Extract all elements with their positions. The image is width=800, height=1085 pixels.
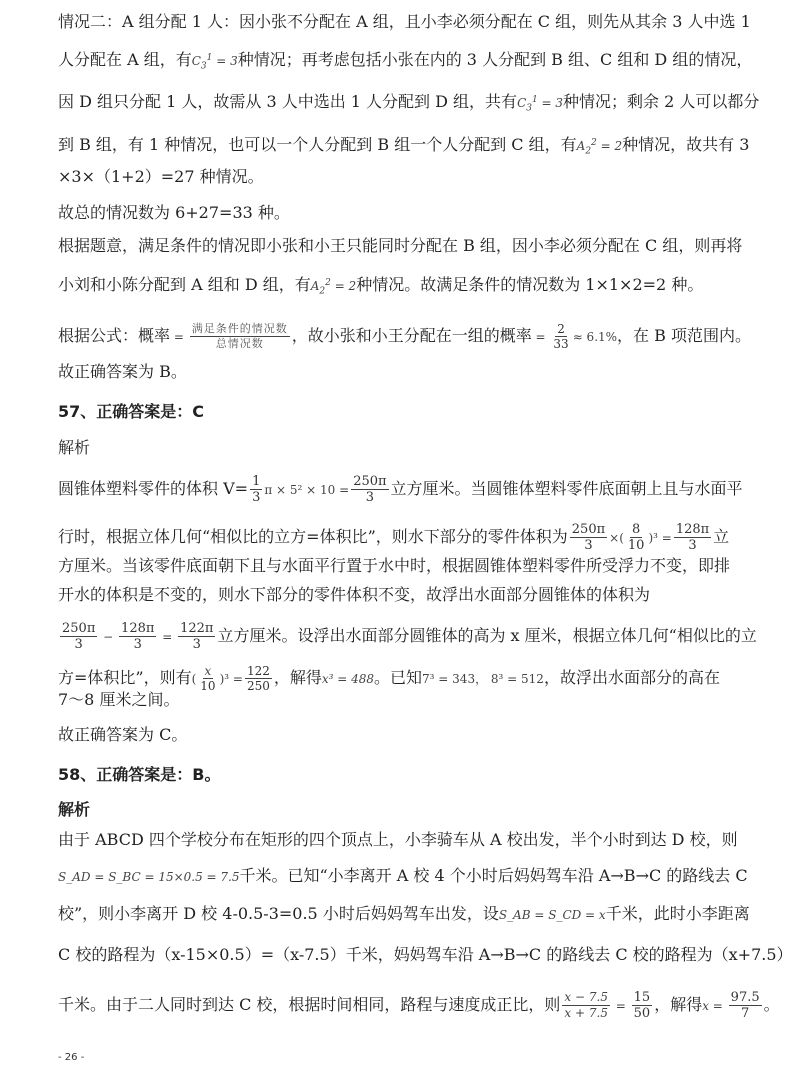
text: 由于 ABCD 四个学校分布在矩形的四个顶点上，小李骑车从 A 校出发，半个小时到达 D 校，则 (58, 830, 738, 849)
fraction: $\frac{97.5}{7}$ (730, 990, 760, 1021)
text: 行时，根据立体几何“相似比的立方=体积比”，则水下部分的零件体积为 (58, 527, 568, 546)
q57-line-5 (58, 621, 757, 652)
text: 。已知 (374, 668, 423, 687)
para-case-two-line-5 (58, 167, 748, 187)
text: ×3×（1+2）=27 种情况。 (58, 167, 264, 186)
para-total-cases (58, 203, 748, 223)
math-expression: x³ = 488 (321, 672, 375, 686)
text: 圆锥体塑料零件的体积 V= (58, 479, 249, 498)
equals-sign: = (170, 330, 188, 344)
text: ，故小张和小王分配在一组的概率 (291, 326, 532, 345)
text: 千米。由于二人同时到达 C 校，根据时间相同，路程与速度成正比，则 (58, 995, 561, 1014)
fraction: $\frac{250\pi}{3}$ (62, 621, 96, 652)
math-expression: π × 5² × 10 = (264, 483, 350, 497)
text: 因 D 组只分配 1 人，故需从 3 人中选出 1 人分配到 D 组，共有 (58, 92, 518, 111)
math-expression: ×( (609, 531, 624, 545)
equals-sign: = (531, 330, 550, 344)
math-expression: S_AD = S_BC = 15×0.5 = 7.5 (58, 870, 240, 884)
math-expression: 7³ = 343， 8³ = 512 (422, 672, 544, 686)
q58-line-5 (58, 990, 780, 1021)
q58-line-4 (58, 945, 793, 965)
q58-line-3 (58, 904, 748, 925)
equals-sign: = (158, 630, 177, 644)
question-58-heading: 58、正确答案是：B。 (58, 765, 221, 784)
para-favourable-line-1 (58, 236, 748, 256)
fraction: $\frac{128\pi}{3}$ (121, 621, 155, 652)
fraction: $\frac{122\pi}{3}$ (180, 621, 214, 652)
text: 立 (713, 527, 730, 546)
fraction: $\frac{250\pi}{3}$ (571, 522, 606, 553)
text: 校”，则小李离开 D 校 4-0.5-3=0.5 小时后妈妈驾车出发，设 (58, 904, 499, 923)
fraction: $\frac{128\pi}{3}$ (675, 522, 710, 553)
text: 千米。已知“小李离开 A 校 4 个小时后妈妈驾车沿 A→B→C 的路线去 C (239, 866, 748, 885)
approx-value: ≈ 6.1% (572, 330, 618, 344)
analysis-label-57: 解析 (58, 438, 91, 457)
text: 种情况；剩余 2 人可以都分 (563, 92, 760, 111)
text: 人分配在 A 组，有 (58, 50, 192, 69)
fraction: $\frac{1}{3}$ (252, 474, 261, 505)
para-case-two-line-4 (58, 133, 748, 161)
analysis-label-58: 解析 (58, 800, 91, 819)
fraction: $\frac{x - 7.5}{x + 7.5}$ (564, 990, 608, 1020)
q57-line-3 (58, 556, 748, 576)
permutation-formula: $A_2^2 = 2$ (576, 138, 623, 157)
para-case-two-line-1 (58, 12, 751, 32)
text: 情况二：A 组分配 1 人：因小张不分配在 A 组，且小李必须分配在 C 组，则先从其余 3 人中选 1 (58, 12, 751, 31)
text: 到 B 组，有 1 种情况，也可以一个人分配到 B 组一个人分配到 C 组，有 (58, 135, 577, 154)
fraction: $\frac{x}{10}$ (200, 664, 216, 693)
text: ，故浮出水面部分的高在 (543, 668, 720, 687)
fraction: $\frac{15}{50}$ (633, 990, 651, 1021)
text: C 校的路程为（x-15×0.5）=（x-7.5）千米，妈妈驾车沿 A→B→C 的路线去 C 校的路程为（x+7.5） (58, 945, 793, 964)
text: 千米，此时小李距离 (605, 904, 750, 923)
q57-line-1 (58, 474, 748, 505)
text: 种情况。故满足条件的情况数为 1×1×2=2 种。 (356, 275, 704, 294)
para-favourable-line-2 (58, 273, 748, 301)
text: 方厘米。当该零件底面朝下且与水面平行置于水中时，根据圆锥体塑料零件所受浮力不变，即排 (58, 556, 731, 575)
math-expression: S_AB = S_CD = x (498, 908, 606, 922)
math-expression: x = (702, 999, 727, 1013)
q58-line-2 (58, 866, 748, 887)
text: 根据题意，满足条件的情况即小张和小王只能同时分配在 B 组，因小李必须分配在 C 组，则再将 (58, 236, 743, 255)
q57-line-4 (58, 585, 748, 605)
text: 7～8 厘米之间。 (58, 690, 180, 709)
permutation-formula: $A_2^2 = 2$ (310, 278, 357, 297)
text: 根据公式：概率 (58, 326, 171, 345)
text: 方=体积比”，则有 (58, 668, 192, 687)
combination-formula: $C_3^1 = 3$ (517, 95, 564, 114)
text: 种情况；再考虑包括小张在内的 3 人分配到 B 组、C 组和 D 组的情况， (237, 50, 753, 69)
question-57-heading: 57、正确答案是：C (58, 402, 205, 421)
text: 开水的体积是不变的，则水下部分的零件体积不变，故浮出水面部分圆锥体的体积为 (58, 585, 651, 604)
q57-line-7 (58, 690, 748, 710)
text: 立方厘米。设浮出水面部分圆锥体的高为 x 厘米，根据立体几何“相似比的立 (217, 626, 757, 645)
q57-line-6 (58, 664, 748, 693)
text: ，解得 (273, 668, 322, 687)
math-expression: ( (191, 672, 197, 686)
para-probability-formula (58, 322, 751, 351)
probability-value-fraction: $\frac{2}{33}$ (553, 322, 569, 351)
text: 小刘和小陈分配到 A 组和 D 组，有 (58, 275, 311, 294)
text: 故正确答案为 C。 (58, 725, 188, 744)
page-number: - 26 - (58, 1052, 85, 1063)
q58-line-1 (58, 830, 748, 850)
math-expression: )³ = (648, 531, 672, 545)
text: 。 (763, 995, 780, 1014)
text: ，在 B 项范围内。 (617, 326, 751, 345)
para-case-two-line-2 (58, 48, 753, 76)
fraction: $\frac{8}{10}$ (627, 522, 645, 553)
text: 故总的情况数为 6+27=33 种。 (58, 203, 290, 222)
combination-formula: $C_3^1 = 3$ (191, 53, 238, 72)
q57-answer (58, 725, 748, 745)
text: 故正确答案为 B。 (58, 362, 187, 381)
equals-sign: = (611, 999, 630, 1013)
text: 种情况，故共有 3 (622, 135, 750, 154)
math-expression: )³ = (219, 672, 243, 686)
q57-line-2 (58, 522, 748, 553)
para-answer-56 (58, 362, 748, 382)
probability-fraction: $\frac{\text{满足条件的情况数}}{\text{总情况数}}$ (191, 322, 288, 350)
fraction: $\frac{250\pi}{3}$ (353, 474, 387, 505)
minus-sign: − (99, 630, 118, 644)
text: ，解得 (654, 995, 703, 1014)
text: 立方厘米。当圆锥体塑料零件底面朝上且与水面平 (390, 479, 743, 498)
fraction: $\frac{122}{250}$ (246, 664, 270, 693)
para-case-two-line-3 (58, 90, 760, 118)
